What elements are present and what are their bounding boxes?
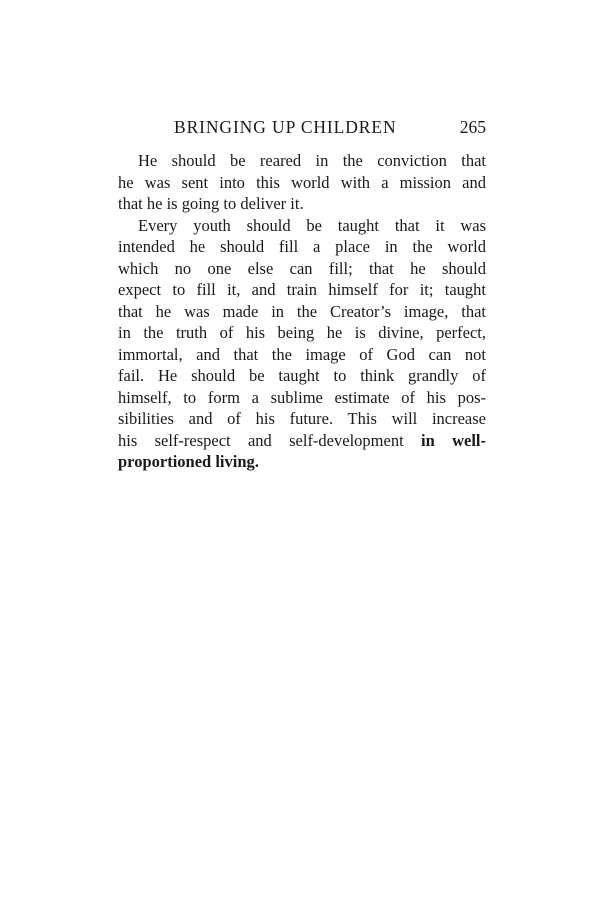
- text-segment: his self-respect and self-development: [118, 430, 404, 450]
- text-line: in the truth of his being he is divine, perfect,: [118, 323, 486, 342]
- text-line: that he is going to deliver it.: [118, 194, 304, 213]
- text-line: expect to fill it, and train himself for it; taught: [118, 280, 486, 299]
- page-number: 265: [459, 117, 486, 137]
- text-line: himself, to form a sublime estimate of his pos-: [118, 387, 486, 407]
- running-title: BRINGING UP CHILDREN: [174, 117, 397, 137]
- text-line: sibilities and of his future. This will increase: [118, 409, 486, 428]
- text-line: proportioned living.: [118, 452, 259, 471]
- text-line: immortal, and that the image of God can not: [118, 344, 486, 364]
- text-line: fail. He should be taught to think grandly of: [118, 366, 486, 385]
- text-line-with-bold: [118, 430, 486, 452]
- running-head: [174, 117, 486, 141]
- text-line: He should be reared in the conviction that: [138, 151, 486, 170]
- text-line: Every youth should be taught that it was: [138, 215, 486, 235]
- text-line: intended he should fill a place in the world: [118, 237, 486, 256]
- bold-text-segment: in well-: [421, 430, 486, 450]
- text-line: which no one else can fill; that he should: [118, 258, 486, 278]
- text-line: he was sent into this world with a mission and: [118, 172, 486, 192]
- body-text: [118, 150, 486, 473]
- text-line: that he was made in the Creator’s image, that: [118, 301, 486, 321]
